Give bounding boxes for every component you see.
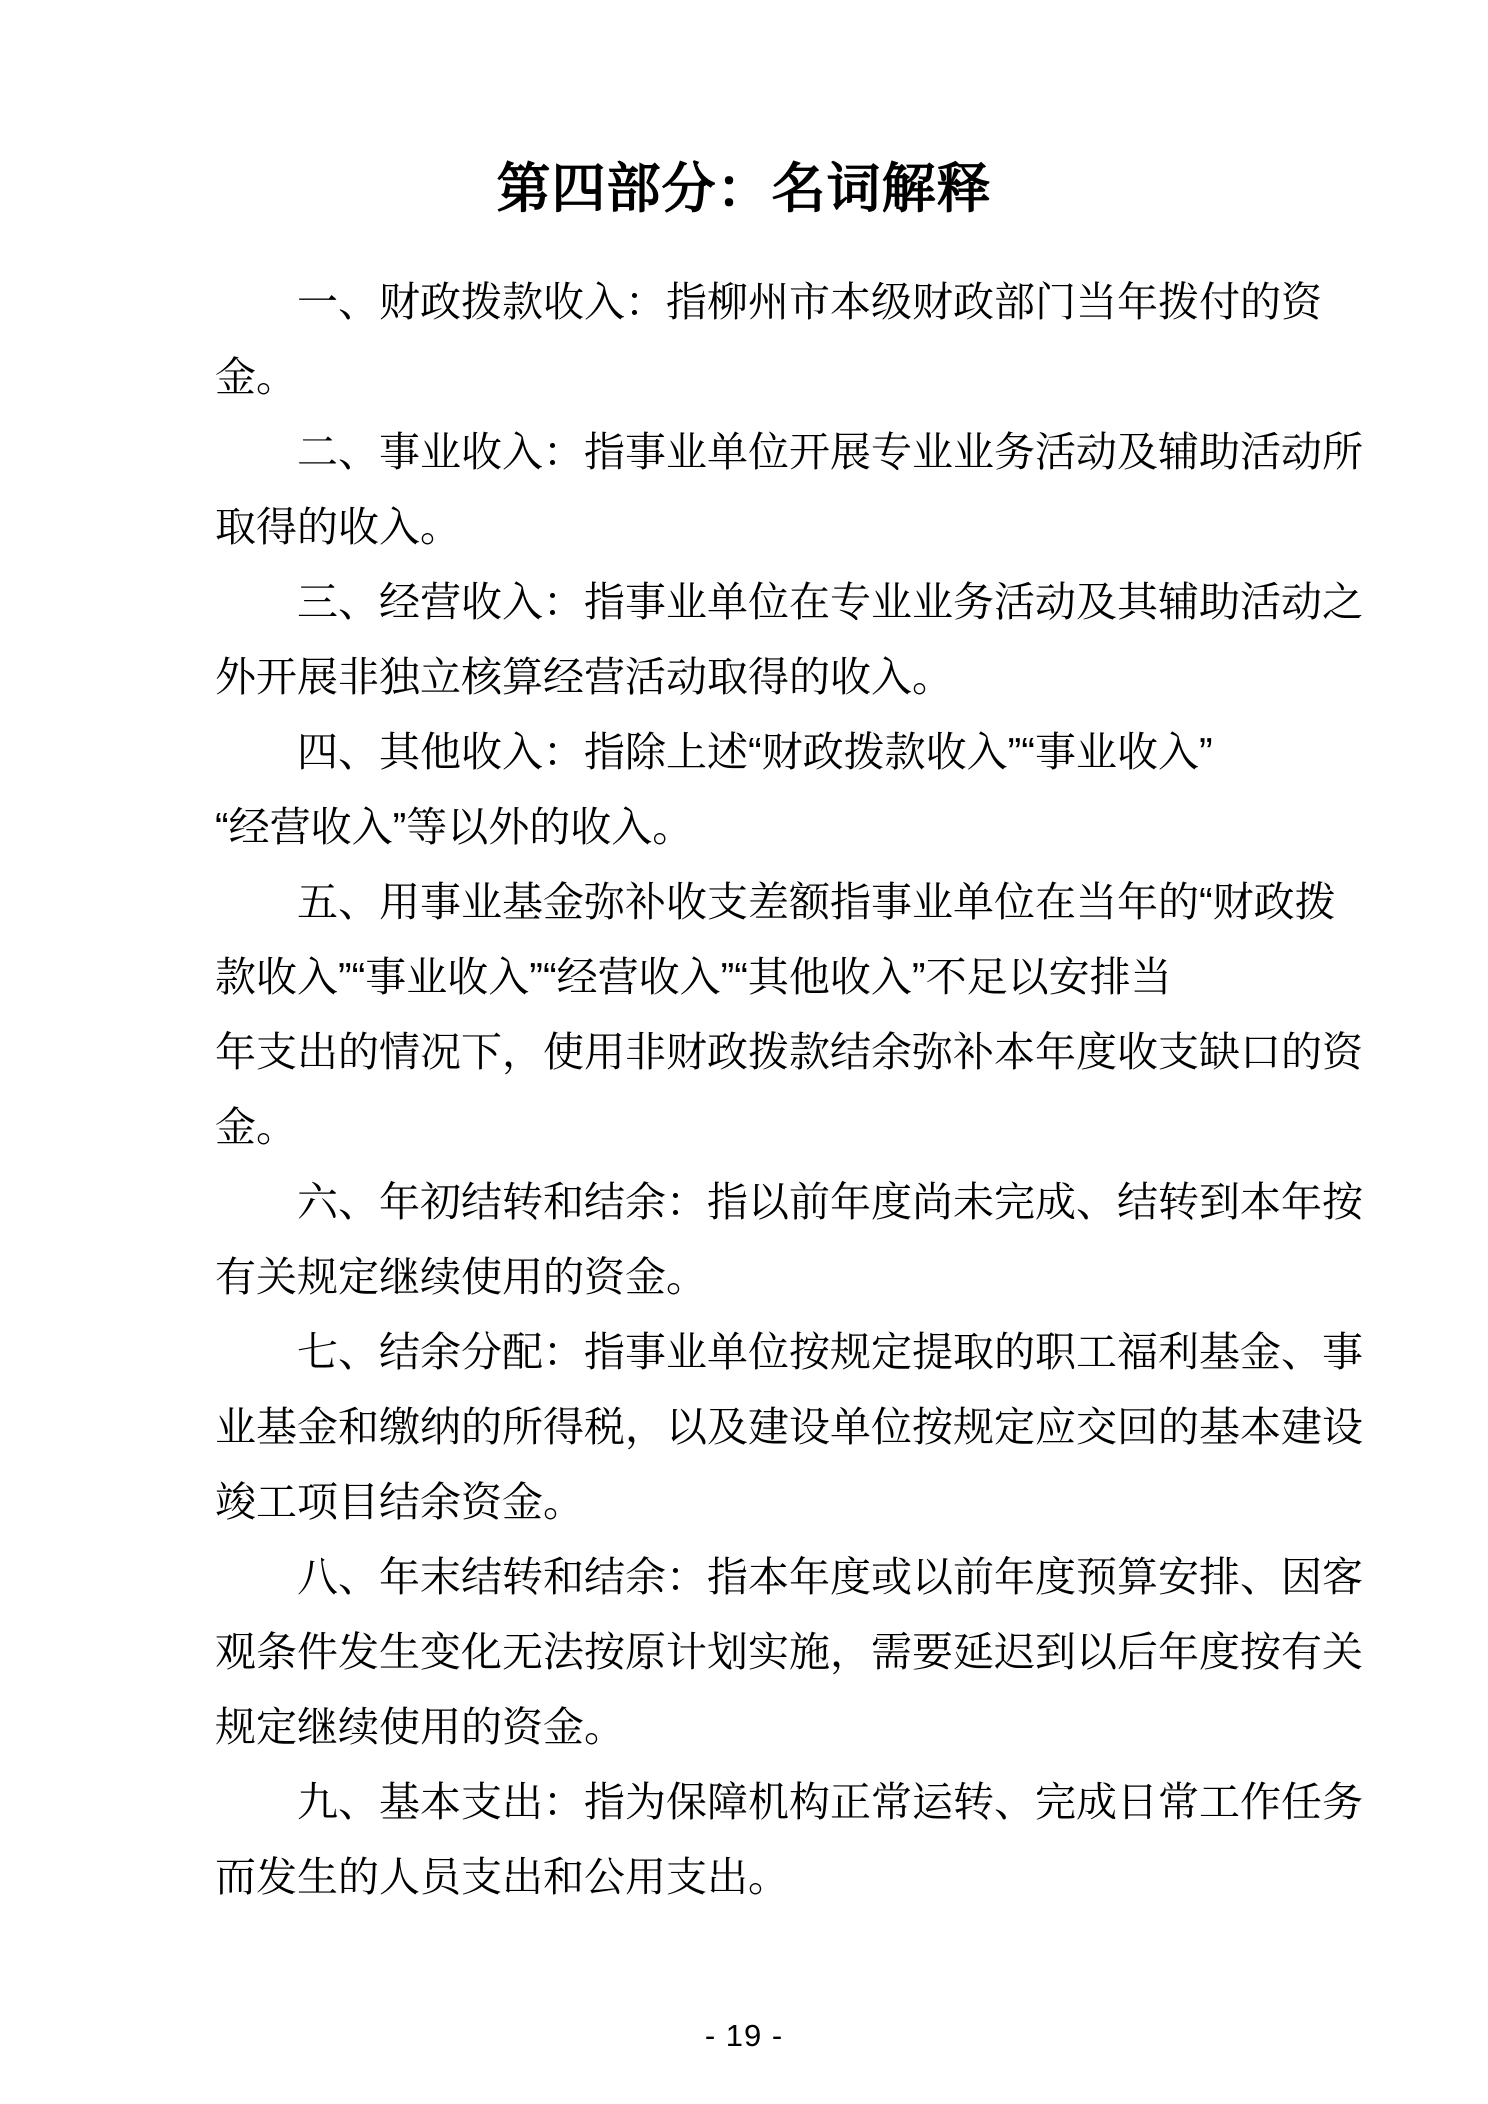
text-line: 年支出的情况下，使用非财政拨款结余弥补本年度收支缺口的资: [215, 1029, 1363, 1075]
text-line: 五、用事业基金弥补收支差额指事业单位在当年的“财政拨: [297, 879, 1336, 925]
text-line: 有关规定继续使用的资金。: [215, 1254, 707, 1300]
text-line: 业基金和缴纳的所得税，以及建设单位按规定应交回的基本建设: [215, 1404, 1363, 1450]
text-line: 二、事业收入：指事业单位开展专业业务活动及辅助活动所: [297, 429, 1363, 475]
page-title: 第四部分：名词解释: [496, 159, 992, 219]
text-line: 规定继续使用的资金。: [215, 1704, 625, 1750]
text-line: 九、基本支出：指为保障机构正常运转、完成日常工作任务: [297, 1779, 1363, 1825]
text-line: 四、其他收入：指除上述“财政拨款收入”“事业收入”: [297, 729, 1213, 775]
text-line: 一、财政拨款收入：指柳州市本级财政部门当年拨付的资: [297, 279, 1322, 325]
text-line: 金。: [215, 1104, 297, 1150]
page-number: - 19 -: [704, 2018, 784, 2053]
text-line: 八、年末结转和结余：指本年度或以前年度预算安排、因客: [297, 1554, 1363, 1600]
text-line: 竣工项目结余资金。: [215, 1479, 584, 1525]
text-line: 金。: [215, 354, 297, 400]
text-line: 观条件发生变化无法按原计划实施，需要延迟到以后年度按有关: [215, 1629, 1363, 1675]
text-line: 款收入”“事业收入”“经营收入”“其他收入”不足以安排当: [215, 954, 1172, 1000]
text-line: 取得的收入。: [215, 504, 461, 550]
text-line: “经营收入”等以外的收入。: [215, 804, 694, 850]
text-line: 三、经营收入：指事业单位在专业业务活动及其辅助活动之: [297, 579, 1363, 625]
text-line: 七、结余分配：指事业单位按规定提取的职工福利基金、事: [297, 1329, 1363, 1375]
text-line: 六、年初结转和结余：指以前年度尚未完成、结转到本年按: [297, 1179, 1363, 1225]
text-line: 外开展非独立核算经营活动取得的收入。: [215, 654, 953, 700]
document-body: [215, 265, 1363, 1915]
text-line: 而发生的人员支出和公用支出。: [215, 1854, 789, 1900]
